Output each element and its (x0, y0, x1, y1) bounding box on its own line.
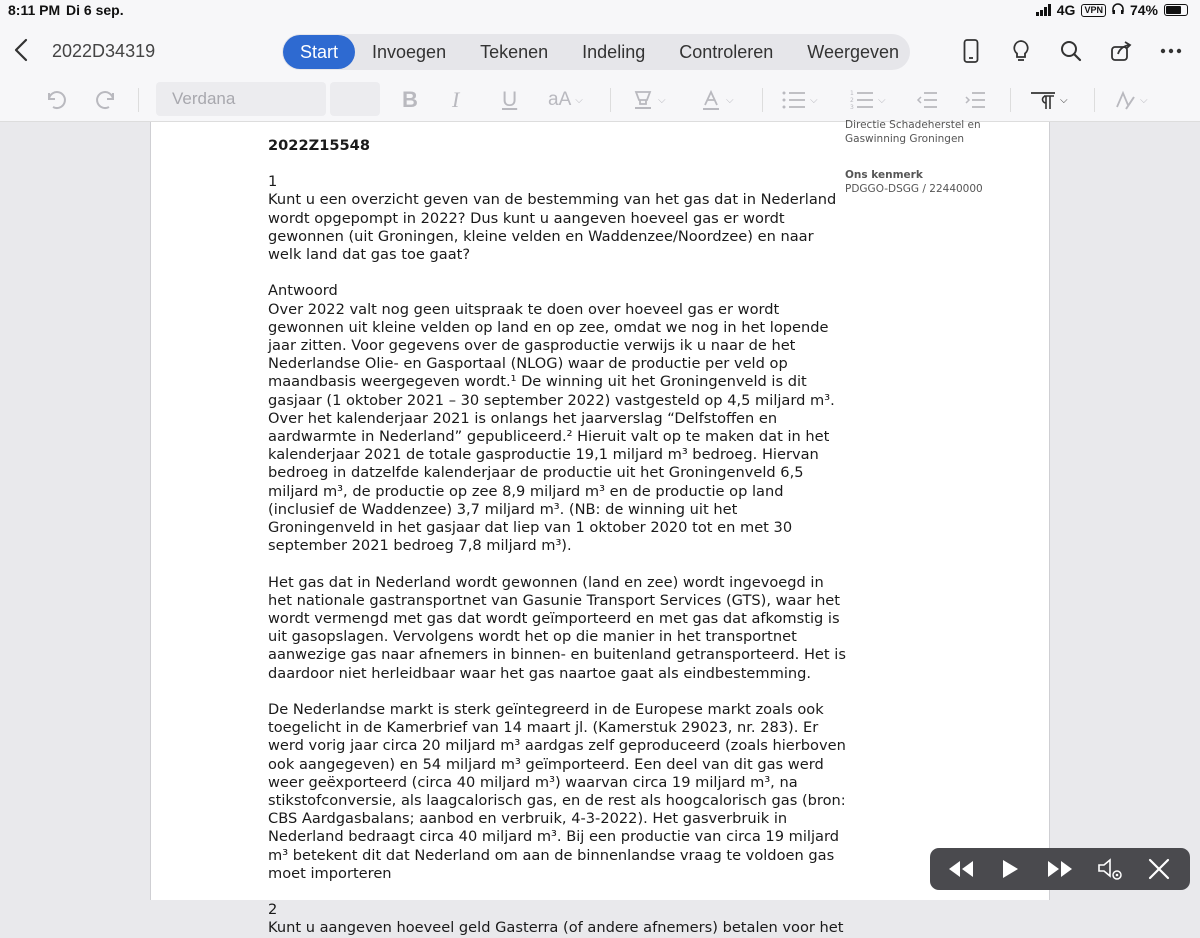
media-controls (930, 848, 1190, 890)
bold-button[interactable] (402, 86, 418, 114)
numbered-list-button[interactable]: 1 2 3 ⌵ (850, 90, 886, 111)
kenmerk-value: PDGGO-DSGG / 22440000 (845, 183, 983, 195)
indent-icon (964, 90, 986, 110)
font-size-field[interactable] (330, 82, 380, 116)
chevron-left-icon (10, 36, 34, 64)
title-bar (0, 22, 1200, 78)
sidebar-line: Gaswinning Groningen (845, 133, 965, 145)
headphones-icon (1112, 2, 1124, 18)
redo-button[interactable] (94, 86, 118, 114)
status-bar (0, 0, 1200, 22)
fast-forward-icon (1046, 859, 1074, 879)
paragraph-mark-icon (1030, 90, 1056, 110)
reference-number: 2022Z15548 (268, 137, 370, 154)
lightbulb-icon[interactable] (1008, 38, 1034, 64)
battery-percent: 74% (1129, 2, 1158, 18)
battery-icon (1164, 4, 1188, 16)
question-text: Kunt u aangeven hoeveel geld Gasterra (of andere afnemers) betalen voor het (268, 919, 844, 937)
fast-forward-button[interactable] (1043, 852, 1077, 886)
bullet-list-button[interactable]: ⌵ (782, 86, 818, 114)
svg-text:2: 2 (850, 97, 854, 104)
tab-controleren[interactable]: Controleren (679, 42, 774, 62)
tab-invoegen[interactable]: Invoegen (372, 42, 447, 62)
close-button[interactable] (1142, 852, 1176, 886)
answer-label: Antwoord (268, 282, 338, 300)
network-label: 4G (1056, 2, 1076, 18)
question-number: 1 (268, 173, 278, 191)
vpn-badge: VPN (1081, 4, 1106, 17)
font-color-button[interactable]: ⌵ (700, 86, 734, 114)
play-button[interactable] (993, 852, 1027, 886)
ribbon-tabs (282, 34, 910, 70)
font-size-change-button[interactable]: aA ⌵ (548, 89, 583, 110)
speaker-settings-icon (1096, 856, 1124, 882)
italic-icon: I (452, 87, 460, 112)
italic-button[interactable] (452, 86, 459, 114)
ribbon-toolbar (0, 78, 1200, 122)
status-date: Di 6 sep. (66, 2, 124, 18)
font-color-icon (700, 89, 722, 111)
audio-settings-button[interactable] (1093, 852, 1127, 886)
kenmerk-label: Ons kenmerk (845, 169, 923, 181)
document-title[interactable]: 2022D34319 (52, 41, 156, 61)
answer-paragraph: Over 2022 valt nog geen uitspraak te doen over hoeveel gas er wordt gewonnen uit kleine velden op land en op zee, omdat we nog in het lopende jaar zitten. Voor gegevens over de gasproductie verwijs ik u naar de het Nederlandse Olie- en Gasportaal (NLOG) waar de productie per veld op maandbasis weergegeven wordt.¹ De winning uit het Groningenveld is dit gasjaar (1 oktober 2021 – 30 september 2022) vastgesteld op 4,5 miljard m³. Over het kalenderjaar 2021 is onlangs het jaarverslag “Delfstoffen en aardwarmte in Nederland” gepubliceerd.² Hieruit valt op te maken dat in het kalenderjaar 2021 de totale gasproductie 19,1 miljard m³ bedroeg. Hiervan bedroeg in datzelfde kalenderjaar de productie uit het Groningenveld 6,5 miljard m³, de productie op zee 8,9 miljard m³ en de productie op land (inclusief de Waddenzee) 3,7 miljard m³. (NB: de winning uit het Groningenveld in het gasjaar dat liep van 1 oktober 2020 tot en met 30 september 2021 bedroeg 7,8 miljard m³). (268, 300, 835, 555)
increase-indent-button[interactable] (964, 86, 986, 114)
divider (762, 88, 763, 112)
highlight-button[interactable]: ⌵ (632, 86, 666, 114)
play-icon (1000, 858, 1020, 880)
rewind-button[interactable] (944, 852, 978, 886)
question-number: 2 (268, 901, 278, 919)
divider (1010, 88, 1011, 112)
svg-text:1: 1 (850, 90, 854, 97)
question-text: Kunt u een overzicht geven van de bestemming van het gas dat in Nederland wordt opgepompt in 2022? Dus kunt u aangeven hoeveel gas er wordt gewonnen (uit Groningen, kleine velden en Waddenzee/Noordzee) en naar welk land dat gas toe gaat? (268, 191, 837, 264)
answer-paragraph: Het gas dat in Nederland wordt gewonnen (land en zee) wordt ingevoegd in het nationale gastransportnet van Gasunie Transport Services (GTS), waar het wordt vermengd met gas dat wordt geïmporteerd en met gas dat afkomstig is uit gasopslagen. Vervolgens wordt het op die manier in het transportnet aanwezige gas naar afnemers in binnen- en buitenland getransporteerd. Het is daardoor niet herleidbaar waar het gas naartoe gaat als eindbestemming. (268, 573, 846, 682)
close-icon (1147, 857, 1171, 881)
mobile-view-icon[interactable] (958, 38, 984, 64)
document-page[interactable] (150, 119, 1050, 937)
font-name-field[interactable]: Verdana (156, 82, 326, 116)
bold-icon: B (402, 87, 418, 112)
redo-icon (94, 88, 118, 112)
document-body[interactable] (268, 137, 848, 938)
undo-icon (44, 88, 68, 112)
sidebar-line: Directie Schadeherstel en (845, 119, 981, 131)
paragraph-marks-button[interactable]: ⌵ (1030, 86, 1068, 114)
rewind-icon (947, 859, 975, 879)
numbered-list-icon (850, 89, 874, 111)
status-time: 8:11 PM (8, 2, 61, 18)
document-sidebar (845, 118, 1025, 196)
bullet-list-icon (782, 90, 806, 110)
search-icon[interactable] (1058, 38, 1084, 64)
outdent-icon (916, 90, 938, 110)
underline-button[interactable] (502, 86, 517, 114)
answer-paragraph: De Nederlandse markt is sterk geïntegreerd in de Europese markt zoals ook toegelicht in de Kamerbrief van 14 maart jl. (Kamerstuk 29023, nr. 283). Er werd vorig jaar circa 20 miljard m³ aardgas zelf geproduceerd (zoals hierboven ook aangegeven) en 54 miljard m³ geïmporteerd. Een deel van dit gas werd weer geëxporteerd (circa 40 miljard m³) waarvan circa 19 miljard m³, na stikstofconversie, als laagcalorisch gas, en de rest als hoogcalorisch gas (bron: CBS Aardgasbalans; aanbod en verbruik, 4-3-2022). Het gasverbruik in Nederland bedraagt circa 40 miljard m³. Bij een productie van circa 19 miljard m³ betekent dit dat Nederland om aan de binnenlandse vraag te voldoen gas moet importeren (268, 701, 846, 882)
tab-weergeven[interactable]: Weergeven (807, 42, 900, 62)
highlighter-icon (632, 89, 654, 111)
underline-icon: U (502, 88, 518, 111)
svg-text:3: 3 (850, 104, 854, 111)
more-icon[interactable] (1158, 38, 1184, 64)
back-button[interactable] (10, 36, 34, 64)
divider (610, 88, 611, 112)
share-icon[interactable] (1108, 38, 1134, 64)
styles-icon (1114, 89, 1136, 111)
tab-indeling[interactable]: Indeling (582, 42, 646, 62)
divider (1094, 88, 1095, 112)
tab-tekenen[interactable]: Tekenen (480, 42, 549, 62)
signal-icon (1036, 4, 1051, 16)
text-size-icon: aA (548, 89, 572, 110)
decrease-indent-button[interactable] (916, 86, 938, 114)
toolbar-icons (958, 38, 1184, 64)
divider (138, 88, 139, 112)
status-right (1036, 2, 1188, 18)
tab-start[interactable]: Start (283, 35, 355, 69)
undo-button[interactable] (44, 86, 68, 114)
styles-button[interactable]: ⌵ (1114, 86, 1148, 114)
